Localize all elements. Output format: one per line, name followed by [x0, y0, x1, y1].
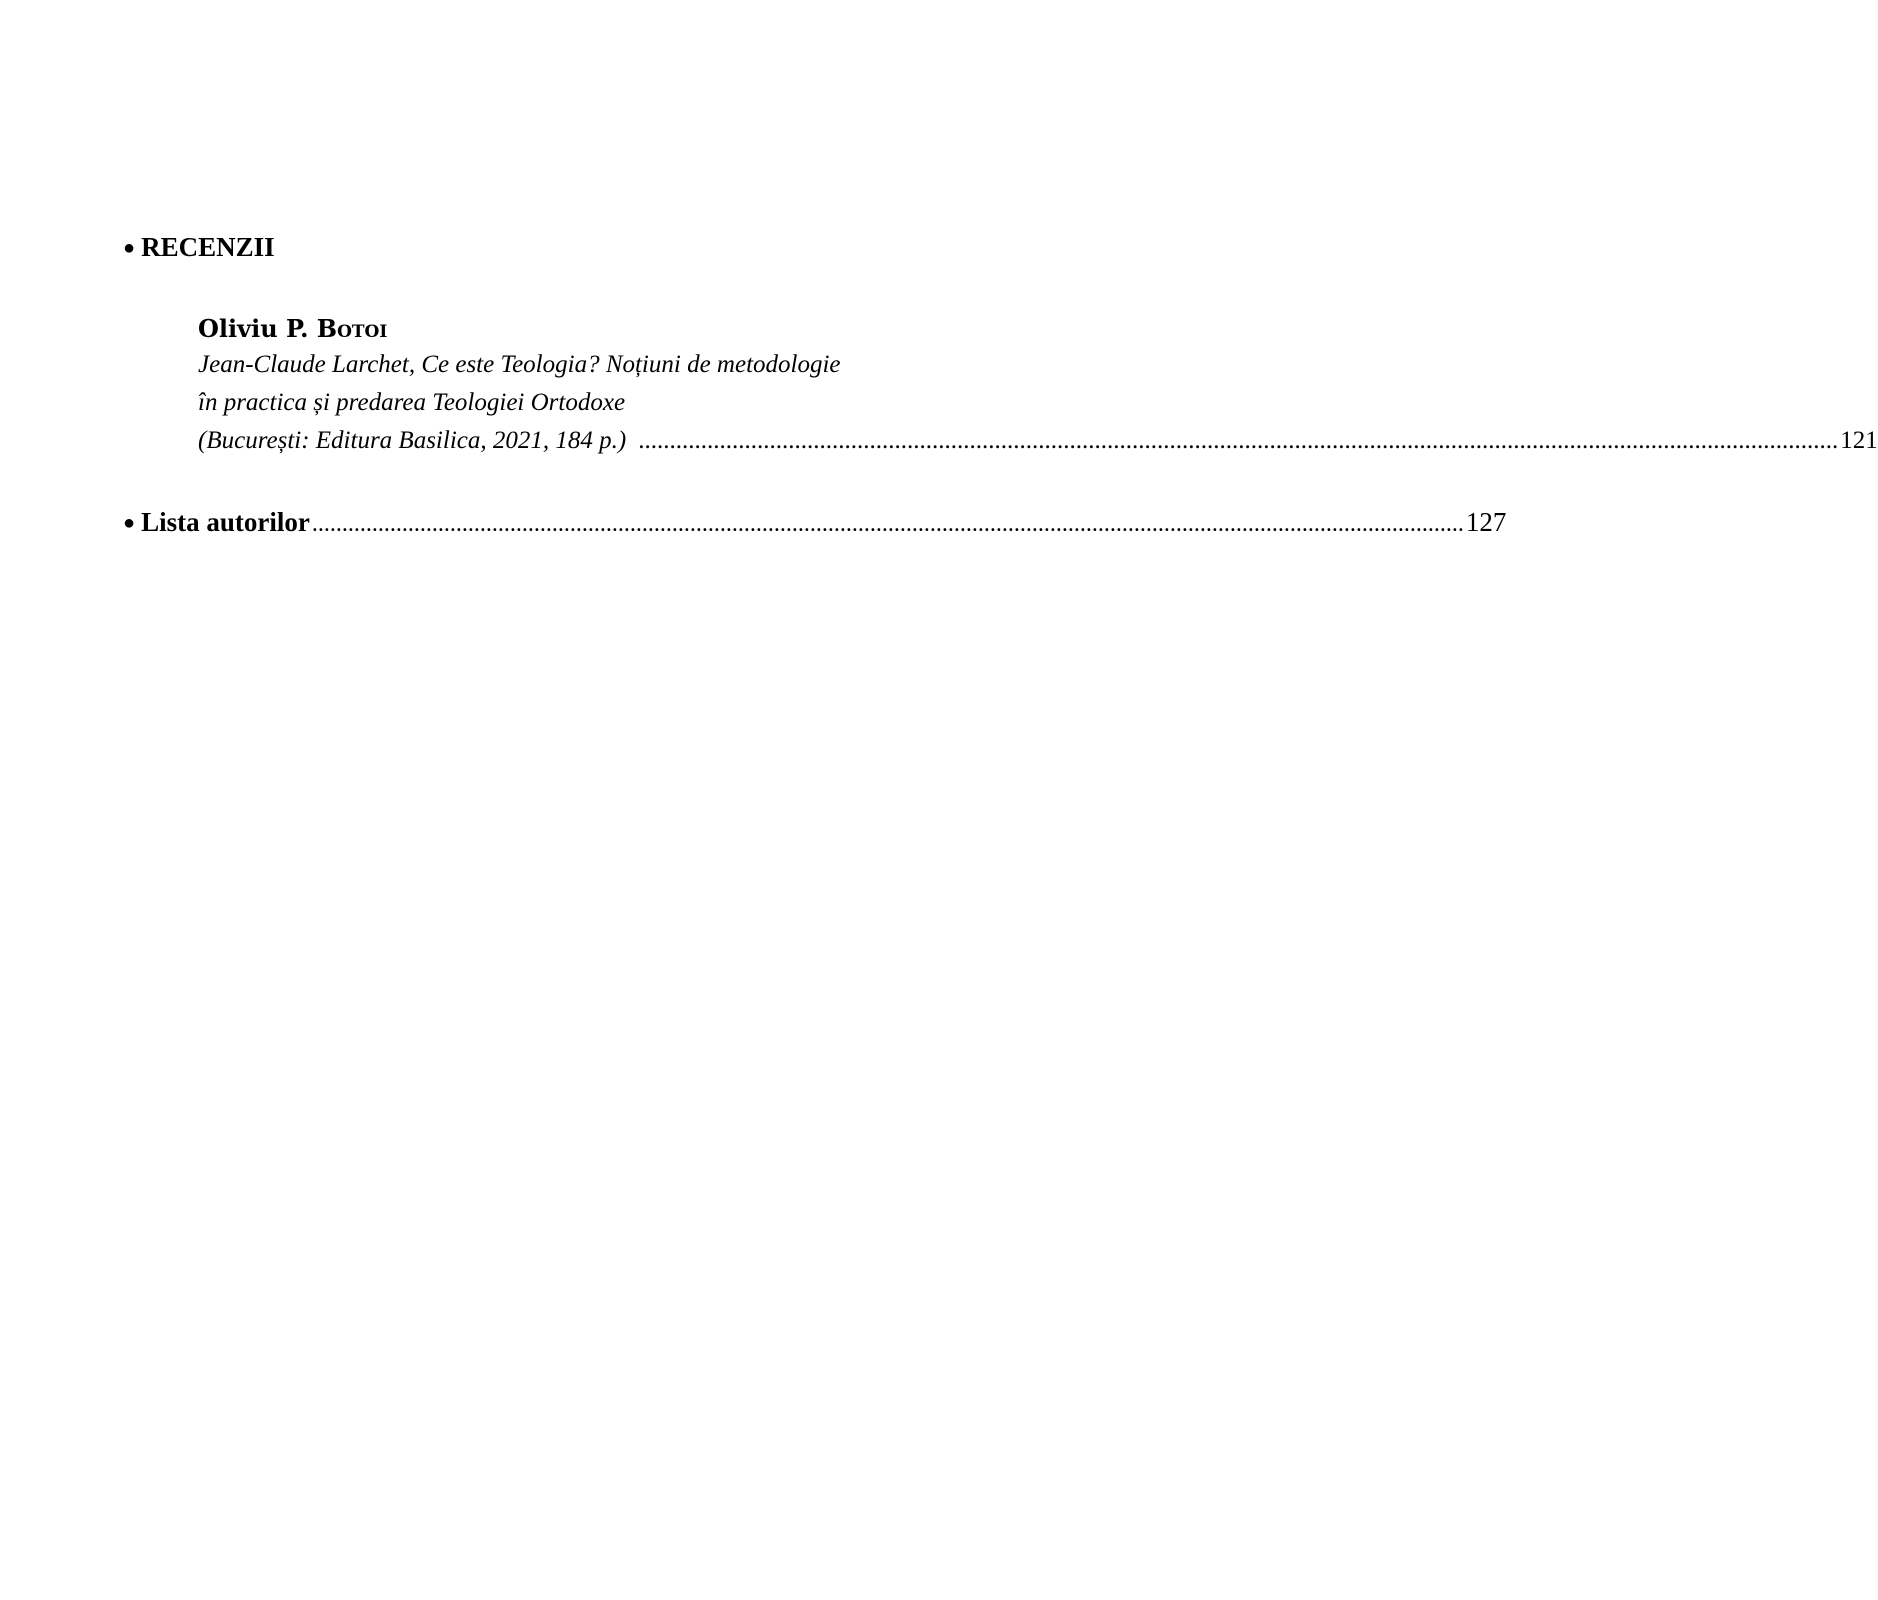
toc-entry-lista-autorilor[interactable] — [123, 504, 1507, 542]
lista-autorilor-label — [123, 504, 310, 541]
entry-title-line-3-text: (București: Editura Basilica, 2021, 184 p.) — [198, 427, 627, 454]
bullet-icon: ● — [123, 512, 136, 534]
dot-leader: ................................................................................................................................................................................................ — [638, 427, 1839, 454]
author-given-name: Oliviu P. — [198, 314, 317, 343]
lista-autorilor-page-number: 127 — [1465, 507, 1507, 537]
entry-title-line-2: în practica și predarea Teologiei Ortodoxe — [198, 389, 626, 416]
lista-autorilor-text: Lista autorilor — [141, 507, 310, 537]
entry-title-line-3 — [198, 422, 1878, 460]
bullet-icon: ● — [123, 237, 136, 259]
section-heading-recenzii — [123, 230, 275, 265]
entry-page-number: 121 — [1840, 427, 1878, 454]
entry-title-line-1: Jean-Claude Larchet, Ce este Teologia? Noțiuni de metodologie — [198, 351, 841, 378]
entry-author — [198, 312, 970, 346]
section-heading-label: RECENZII — [141, 232, 275, 262]
toc-entry-review[interactable] — [198, 312, 1878, 460]
dot-leader: ................................................................................................................................................................................................ — [311, 511, 1464, 537]
author-surname: Botoi — [316, 314, 388, 343]
